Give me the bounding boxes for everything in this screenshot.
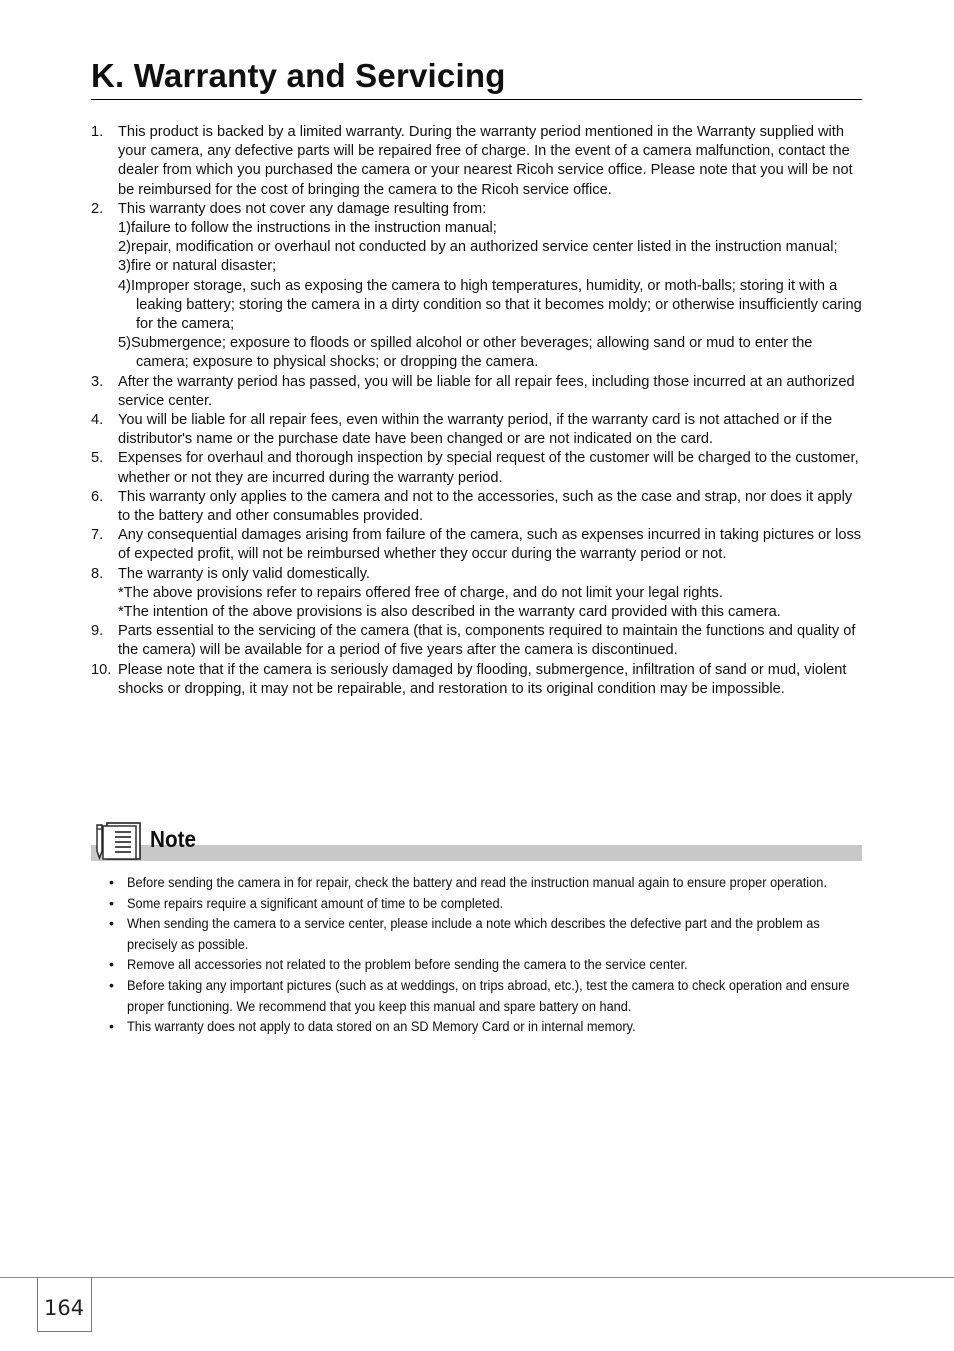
note-item [109, 976, 861, 1017]
note-text: When sending the camera to a service center, please include a note which describes the defective part and the problem as precisely as possible. [127, 916, 820, 953]
bullet-icon: • [109, 895, 114, 912]
notepad-icon [95, 821, 143, 866]
item-text: Any consequential damages arising from failure of the camera, such as expenses incurred in taking pictures or loss of expected profit, will not be reimbursed whether they occur during the warranty period or not. [118, 527, 862, 563]
page-number-box [37, 1277, 92, 1332]
note-item [109, 955, 861, 976]
sub-item: 5)Submergence; exposure to floods or spilled alcohol or other beverages; allowing sand or mud to enter the camera; exposure to physical shocks; or dropping the camera. [118, 335, 813, 371]
item-text: You will be liable for all repair fees, even within the warranty period, if the warranty card is not attached or if the distributor's name or the purchase date have been changed or are not indicated on the card. [118, 412, 833, 448]
item-number: 3. [91, 373, 104, 390]
list-item [91, 449, 862, 487]
item-number: 1. [91, 124, 104, 140]
note-item [109, 1017, 861, 1038]
item-text: The warranty is only valid domestically. [118, 565, 370, 582]
item-number: 6. [91, 488, 104, 505]
note-text: Remove all accessories not related to the problem before sending the camera to the service center. [127, 957, 688, 974]
item-number: 4. [91, 412, 104, 429]
provision-note: *The above provisions refer to repairs offered free of charge, and do not limit your legal rights. [118, 584, 723, 601]
list-item [91, 373, 862, 411]
item-text: Parts essential to the servicing of the camera (that is, components required to maintain the functions and quality of the camera) will be available for a period of five years after the camera is discontinued. [118, 623, 856, 659]
footer-divider [0, 1277, 954, 1278]
note-heading: Note [150, 826, 197, 852]
list-item [91, 661, 862, 699]
sub-item: 2)repair, modification or overhaul not conducted by an authorized service center listed in the instruction manual; [118, 239, 838, 256]
list-item [91, 622, 862, 660]
item-text: After the warranty period has passed, you will be liable for all repair fees, including those incurred at an authorized service center. [118, 373, 855, 409]
list-item [91, 565, 862, 623]
list-item [91, 411, 862, 449]
item-text: This product is backed by a limited warranty. During the warranty period mentioned in the Warranty supplied with your camera, any defective parts will be repaired free of charge. In the event of a camera malfunction, contact the dealer from which you purchased the camera or your nearest Ricoh service office. Please note that you will be not be reimbursed for the cost of bringing the camera to the Ricoh service office. [118, 124, 853, 198]
title-divider [91, 99, 862, 100]
note-list [109, 873, 861, 1038]
sub-item: 1)failure to follow the instructions in the instruction manual; [118, 220, 497, 237]
item-number: 9. [91, 623, 104, 640]
note-text: This warranty does not apply to data stored on an SD Memory Card or in internal memory. [127, 1019, 636, 1036]
sub-item: 4)Improper storage, such as exposing the camera to high temperatures, humidity, or moth-balls; storing it with a leaking battery; storing the camera in a dirty condition so that it becomes moldy; or otherwise insufficiently caring for the camera; [118, 277, 862, 333]
item-text: This warranty does not cover any damage resulting from: [118, 200, 487, 217]
note-bar [91, 845, 862, 861]
item-number: 10. [91, 661, 112, 678]
list-item [91, 526, 862, 564]
note-header [91, 818, 862, 862]
item-text: This warranty only applies to the camera and not to the accessories, such as the case and strap, nor does it apply to the battery and other consumables provided. [118, 488, 853, 525]
sub-item: 3)fire or natural disaster; [118, 258, 277, 275]
bullet-icon: • [109, 957, 114, 974]
warranty-list [91, 123, 862, 699]
list-item [91, 123, 862, 200]
page-number: 164 [44, 1296, 85, 1320]
list-item [91, 200, 862, 373]
item-text: Please note that if the camera is seriously damaged by flooding, submergence, infiltration of sand or mud, violent shocks or dropping, it may not be repairable, and restoration to its original condition may be impossible. [118, 661, 847, 697]
item-number: 7. [91, 527, 104, 544]
item-number: 2. [91, 200, 104, 217]
item-number: 5. [91, 450, 104, 467]
note-text: Some repairs require a significant amount of time to be completed. [127, 895, 504, 912]
bullet-icon: • [109, 875, 114, 891]
page-title: K. Warranty and Servicing [91, 57, 506, 94]
note-item [109, 894, 861, 915]
bullet-icon: • [109, 1019, 114, 1036]
item-number: 8. [91, 565, 104, 582]
note-item [109, 914, 861, 955]
bullet-icon: • [109, 916, 114, 933]
note-text: Before sending the camera in for repair, check the battery and read the instruction manual again to ensure proper operation. [127, 875, 827, 891]
provision-note: *The intention of the above provisions is also described in the warranty card provided with this camera. [118, 604, 781, 621]
list-item [91, 488, 862, 526]
note-text: Before taking any important pictures (such as at weddings, on trips abroad, etc.), test the camera to check operation and ensure proper functioning. We recommend that you keep this manual and spare battery on hand. [127, 977, 850, 1015]
bullet-icon: • [109, 977, 114, 994]
item-text: Expenses for overhaul and thorough inspection by special request of the customer will be charged to the customer, whether or not they are incurred during the warranty period. [118, 450, 859, 486]
note-item [109, 873, 861, 894]
